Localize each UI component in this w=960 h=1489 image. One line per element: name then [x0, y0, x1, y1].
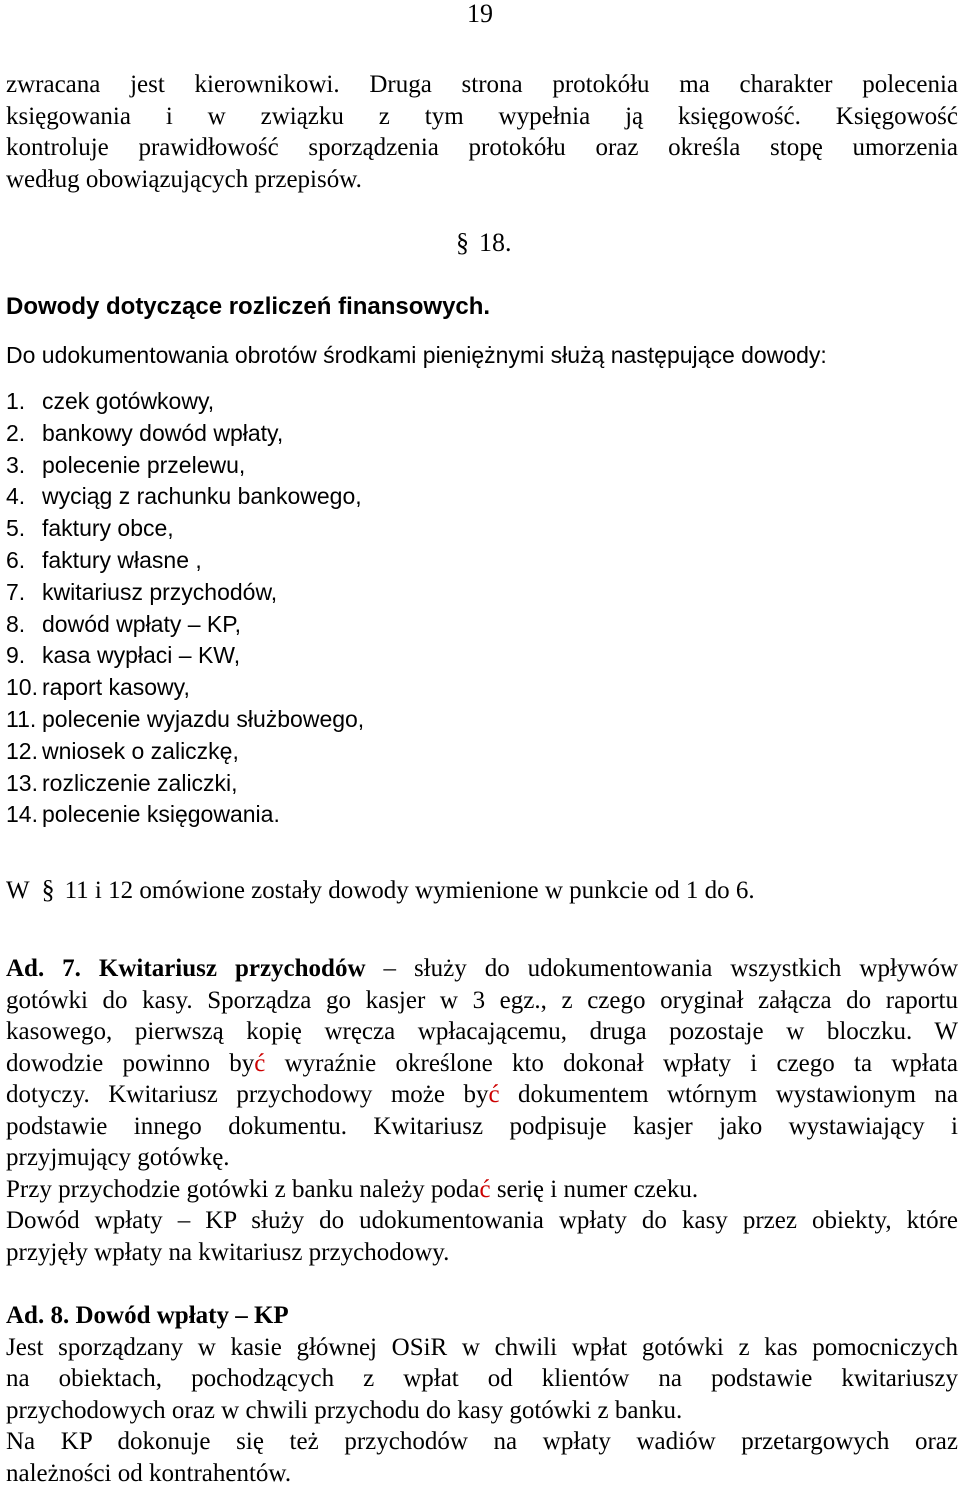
list-item — [6, 418, 364, 450]
ad7-line1-rest: – służy do udokumentowania wszystkich wpływów — [383, 955, 958, 982]
paragraph-ad8 — [6, 1300, 958, 1489]
paragraph-line: podstawie innego dokumentu. Kwitariusz podpisuje kasjer jako wystawiający i — [6, 1111, 958, 1143]
list-text: polecenie księgowania. — [42, 799, 280, 831]
list-number: 2. — [6, 418, 42, 450]
paragraph-line: przyjmujący gotówkę. — [6, 1142, 958, 1174]
list-number: 14. — [6, 799, 42, 831]
list-text: rozliczenie zaliczki, — [42, 768, 238, 800]
section-marker — [456, 228, 512, 258]
list-number: 10. — [6, 672, 42, 704]
list-number: 8. — [6, 609, 42, 641]
list-item — [6, 609, 364, 641]
list-text: wyciąg z rachunku bankowego, — [42, 481, 362, 513]
ad7-line8-end: serię i numer czeku. — [491, 1176, 699, 1203]
list-number: 13. — [6, 768, 42, 800]
ad7-line4-start: dowodzie powinno by — [6, 1050, 254, 1077]
list-item — [6, 640, 364, 672]
paragraph-line — [6, 1079, 958, 1111]
list-item — [6, 799, 364, 831]
paragraph-line — [6, 1300, 958, 1332]
list-text: polecenie przelewu, — [42, 450, 245, 482]
paragraph-line: należności od kontrahentów. — [6, 1458, 958, 1489]
reference-text: 11 i 12 omówione zostały dowody wymienione w punkcie od 1 do 6. — [65, 877, 755, 904]
paragraph-line — [6, 1048, 958, 1080]
paragraph-line — [6, 953, 958, 985]
documents-list — [6, 386, 364, 831]
paragraph-line: Na KP dokonuje się też przychodów na wpłaty wadiów przetargowych oraz — [6, 1426, 958, 1458]
ad8-label: Ad. 8. — [6, 1302, 69, 1329]
accent-char: ć — [479, 1176, 490, 1203]
list-item — [6, 577, 364, 609]
reference-prefix: W — [6, 877, 30, 904]
ad7-title: Kwitariusz przychodów — [99, 955, 366, 982]
list-item — [6, 513, 364, 545]
paragraph-line: kontroluje prawidłowość sporządzenia protokółu oraz określa stopę umorzenia — [6, 132, 958, 164]
paragraph-line: kasowego, pierwszą kopię wręcza wpłacającemu, druga pozostaje w bloczku. W — [6, 1016, 958, 1048]
ad7-line4-end: wyraźnie określone kto dokonał wpłaty i czego ta wpłata — [265, 1050, 958, 1077]
list-text: faktury obce, — [42, 513, 174, 545]
list-number: 7. — [6, 577, 42, 609]
paragraph-top — [6, 69, 958, 195]
paragraph-line: księgowania i w związku z tym wypełnia ją księgowość. Księgowość — [6, 101, 958, 133]
list-text: raport kasowy, — [42, 672, 190, 704]
list-number: 4. — [6, 481, 42, 513]
ad7-label: Ad. 7. — [6, 955, 81, 982]
list-item — [6, 768, 364, 800]
ad8-title: Dowód wpłaty – KP — [75, 1302, 288, 1329]
ad7-line8-start: Przy przychodzie gotówki z banku należy poda — [6, 1176, 479, 1203]
paragraph-line: na obiektach, pochodzących z wpłat od klientów na podstawie kwitariuszy — [6, 1363, 958, 1395]
paragraph-line: Dowód wpłaty – KP służy do udokumentowania wpłaty do kasy przez obiekty, które — [6, 1205, 958, 1237]
list-text: bankowy dowód wpłaty, — [42, 418, 283, 450]
paragraph-line — [6, 1174, 958, 1206]
paragraph-ad7 — [6, 953, 958, 1268]
section-number: 18. — [479, 228, 512, 257]
list-item — [6, 450, 364, 482]
list-text: kasa wypłaci – KW, — [42, 640, 240, 672]
list-item — [6, 481, 364, 513]
paragraph-line: według obowiązujących przepisów. — [6, 164, 958, 196]
list-number: 9. — [6, 640, 42, 672]
paragraph-line: przychodowych oraz w chwili przychodu do kasy gotówki z banku. — [6, 1395, 958, 1427]
list-text: polecenie wyjazdu służbowego, — [42, 704, 364, 736]
section-symbol: § — [42, 875, 55, 904]
list-intro: Do udokumentowania obrotów środkami pieniężnymi służą następujące dowody: — [6, 340, 827, 370]
list-item — [6, 545, 364, 577]
section-reference — [6, 875, 755, 906]
list-text: dowód wpłaty – KP, — [42, 609, 241, 641]
list-item — [6, 672, 364, 704]
section-symbol: § — [456, 228, 469, 257]
ad7-line5-start: dotyczy. Kwitariusz przychodowy może by — [6, 1081, 488, 1108]
ad7-line5-end: dokumentem wtórnym wystawionym na — [500, 1081, 958, 1108]
list-number: 12. — [6, 736, 42, 768]
paragraph-line: zwracana jest kierownikowi. Druga strona protokółu ma charakter polecenia — [6, 69, 958, 101]
accent-char: ć — [254, 1050, 265, 1077]
list-text: wniosek o zaliczkę, — [42, 736, 239, 768]
list-number: 11. — [6, 704, 42, 736]
accent-char: ć — [488, 1081, 499, 1108]
list-number: 3. — [6, 450, 42, 482]
list-item — [6, 736, 364, 768]
list-number: 6. — [6, 545, 42, 577]
list-item — [6, 386, 364, 418]
list-text: czek gotówkowy, — [42, 386, 214, 418]
list-number: 1. — [6, 386, 42, 418]
paragraph-line: Jest sporządzany w kasie głównej OSiR w chwili wpłat gotówki z kas pomocniczych — [6, 1332, 958, 1364]
paragraph-line: przyjęły wpłaty na kwitariusz przychodowy. — [6, 1237, 958, 1269]
list-text: kwitariusz przychodów, — [42, 577, 277, 609]
paragraph-line: gotówki do kasy. Sporządza go kasjer w 3 egz., z czego oryginał załącza do raportu — [6, 985, 958, 1017]
list-text: faktury własne , — [42, 545, 202, 577]
page-number: 19 — [0, 0, 960, 28]
section-heading: Dowody dotyczące rozliczeń finansowych. — [6, 292, 490, 322]
list-number: 5. — [6, 513, 42, 545]
list-item — [6, 704, 364, 736]
